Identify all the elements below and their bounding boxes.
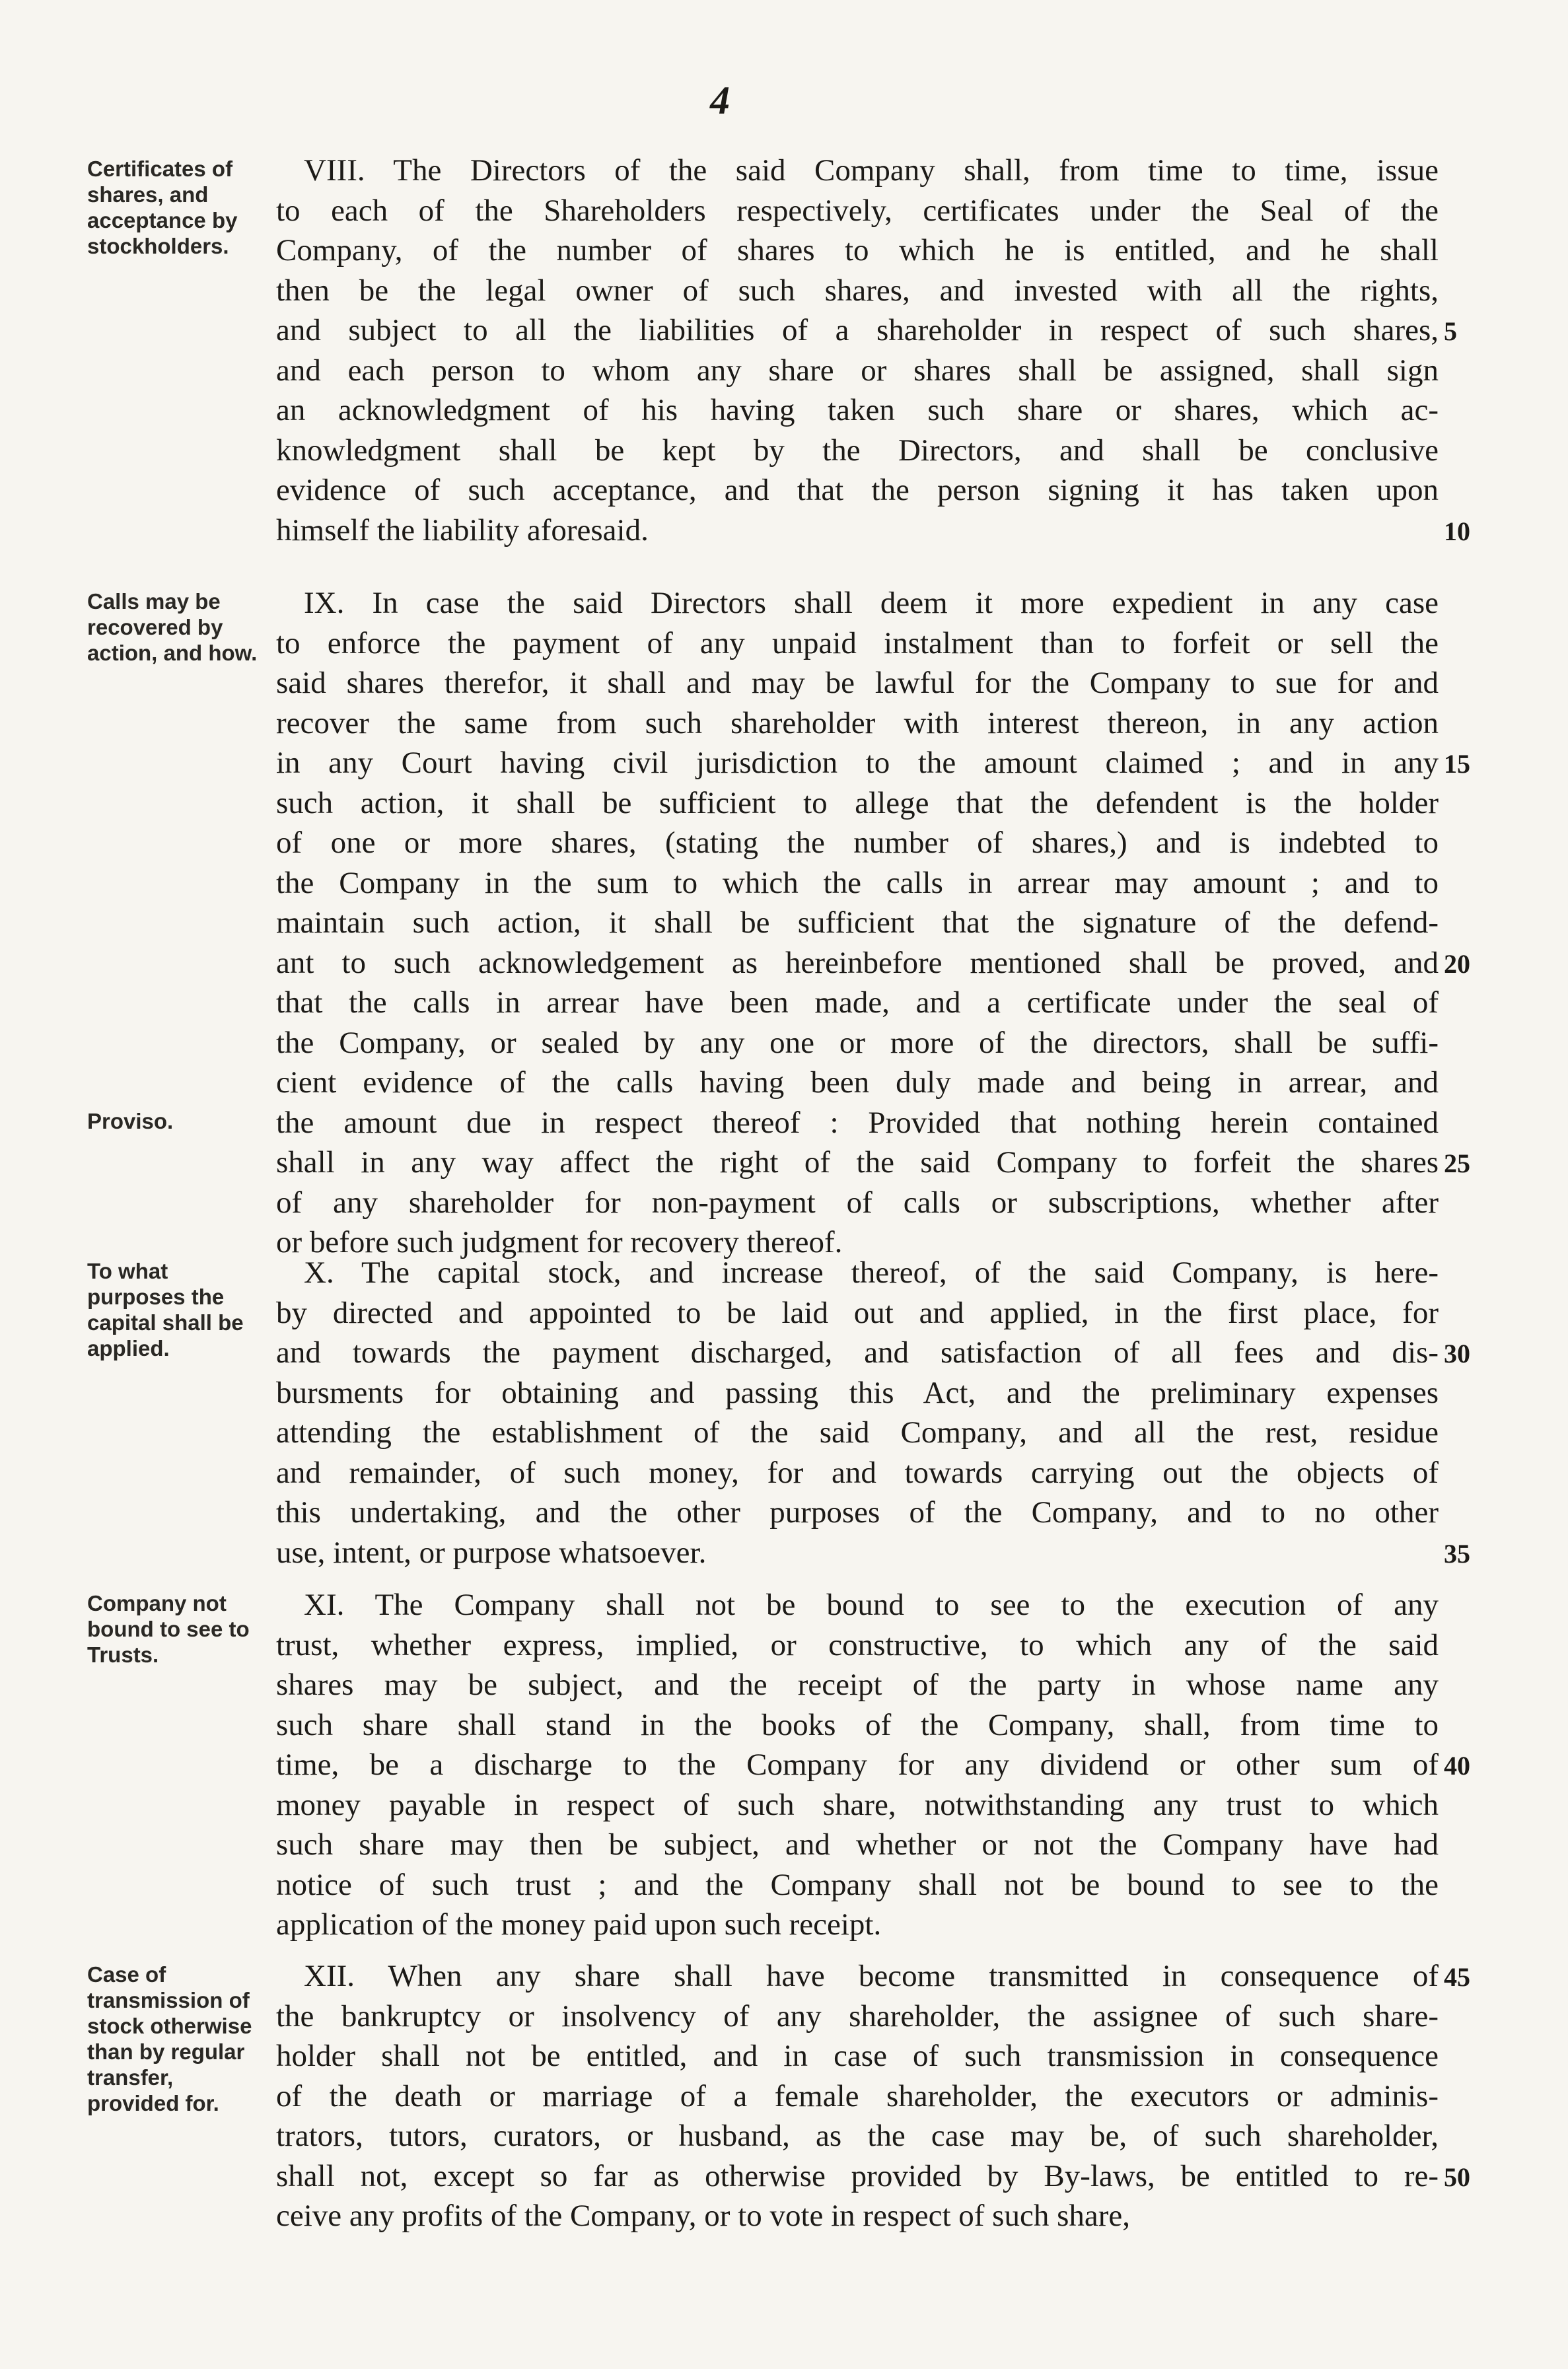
text-line: recover the same from such shareholder with interest thereon, in any action [276,705,1439,740]
text-line: knowledgment shall be kept by the Directors, and shall be conclusive [276,433,1439,468]
text-line: shares may be subject, and the receipt of the party in whose name any [276,1668,1439,1702]
text-line: X. The capital stock, and increase thereof, of the said Company, is here- [304,1255,1439,1290]
text-line: VIII. The Directors of the said Company shall, from time to time, issue [304,153,1439,188]
text-line: himself the liability aforesaid. [276,513,649,548]
section-text [276,583,1439,1263]
text-line: to enforce the payment of any unpaid instalment than to forfeit or sell the [276,625,1439,660]
margin-note: To what purposes the capital shall be applied. [87,1259,244,1361]
text-line: XI. The Company shall not be bound to see to the execution of any [304,1588,1439,1622]
line-number: 25 [1444,1149,1470,1178]
text-line: this undertaking, and the other purposes of the Company, and to no other [276,1495,1439,1530]
text-line: and remainder, of such money, for and towards carrying out the objects of [276,1455,1439,1490]
text-line: use, intent, or purpose whatsoever. [276,1535,707,1570]
line-number: 30 [1444,1339,1470,1368]
text-line: said shares therefor, it shall and may be lawful for the Company to sue for and [276,666,1439,700]
text-line: and subject to all the liabilities of a shareholder in respect of such shares, [276,313,1439,347]
text-line: money payable in respect of such share, notwithstanding any trust to which [276,1787,1439,1822]
text-line: or before such judgment for recovery thereof. [276,1225,843,1259]
text-line: cient evidence of the calls having been duly made and being in arrear, and [276,1065,1439,1100]
text-line: Company, of the number of shares to which he is entitled, and he shall [276,233,1439,267]
section-text [276,1585,1439,1945]
text-line: and towards the payment discharged, and satisfaction of all fees and dis- [276,1335,1439,1370]
text-line: then be the legal owner of such shares, and invested with all the rights, [276,273,1439,308]
text-line: and each person to whom any share or shares shall be assigned, shall sign [276,353,1439,388]
line-number: 10 [1444,516,1470,546]
text-line: such share may then be subject, and whether or not the Company have had [276,1827,1439,1862]
text-line: maintain such action, it shall be sufficient that the signature of the defend- [276,905,1439,940]
text-line: notice of such trust ; and the Company shall not be bound to see to the [276,1867,1439,1902]
section-text [276,1253,1439,1573]
margin-note: Proviso. [87,1108,174,1133]
text-line: the Company, or sealed by any one or more of the directors, shall be suffi- [276,1025,1439,1060]
text-line: bursments for obtaining and passing this Act, and the preliminary expenses [276,1375,1439,1410]
text-line: attending the establishment of the said Company, and all the rest, residue [276,1415,1439,1450]
text-line: the Company in the sum to which the calls in arrear may amount ; and to [276,865,1439,900]
margin-note: Company not bound to see to Trusts. [87,1591,250,1667]
text-line: shall not, except so far as otherwise provided by By-laws, be entitled to re- [276,2158,1439,2193]
text-line: of one or more shares, (stating the number of shares,) and is indebted to [276,826,1439,860]
text-line: such action, it shall be sufficient to allege that the defendent is the holder [276,785,1439,820]
text-line: the bankruptcy or insolvency of any shareholder, the assignee of such share- [276,1998,1439,2033]
line-number: 40 [1444,1751,1470,1781]
text-line: time, be a discharge to the Company for any dividend or other sum of [276,1748,1439,1782]
margin-note: Calls may be recovered by action, and how. [87,589,258,665]
line-number: 45 [1444,1962,1470,1992]
margin-note: Case of transmission of stock otherwise than by regular transfer, provided for. [87,1962,252,2115]
page-number: 4 [710,79,730,122]
text-line: such share shall stand in the books of the Company, shall, from time to [276,1707,1439,1742]
text-line: to each of the Shareholders respectively, certificates under the Seal of the [276,193,1439,228]
text-line: XII. When any share shall have become transmitted in consequence of [304,1959,1439,1993]
text-line: by directed and appointed to be laid out and applied, in the first place, for [276,1295,1439,1330]
line-number: 5 [1444,316,1457,346]
margin-note: Certificates of shares, and acceptance by stockholders. [87,157,238,258]
text-line: ceive any profits of the Company, or to vote in respect of such share, [276,2199,1130,2233]
text-line: application of the money paid upon such receipt. [276,1907,882,1942]
text-line: of the death or marriage of a female shareholder, the executors or adminis- [276,2078,1439,2113]
text-line: holder shall not be entitled, and in case of such transmission in consequence [276,2039,1439,2073]
line-number: 15 [1444,749,1470,779]
text-line: that the calls in arrear have been made, and a certificate under the seal of [276,985,1439,1020]
section-text [276,151,1439,550]
text-line: of any shareholder for non-payment of calls or subscriptions, whether after [276,1185,1439,1220]
text-line: an acknowledgment of his having taken such share or shares, which ac- [276,393,1439,427]
text-line: the amount due in respect thereof : Provided that nothing herein contained [276,1105,1439,1140]
section-text [276,1956,1439,2236]
text-line: in any Court having civil jurisdiction to the amount claimed ; and in any [276,746,1439,780]
line-number: 20 [1444,948,1470,979]
text-line: shall in any way affect the right of the said Company to forfeit the shares [276,1145,1439,1180]
line-number: 35 [1444,1538,1470,1569]
text-line: evidence of such acceptance, and that the person signing it has taken upon [276,473,1439,507]
text-line: trust, whether express, implied, or constructive, to which any of the said [276,1627,1439,1662]
text-line: trators, tutors, curators, or husband, as the case may be, of such shareholder, [276,2119,1439,2153]
text-line: IX. In case the said Directors shall deem it more expedient in any case [304,586,1439,620]
text-line: ant to such acknowledgement as hereinbefore mentioned shall be proved, and [276,945,1439,980]
line-number: 50 [1444,2162,1470,2192]
